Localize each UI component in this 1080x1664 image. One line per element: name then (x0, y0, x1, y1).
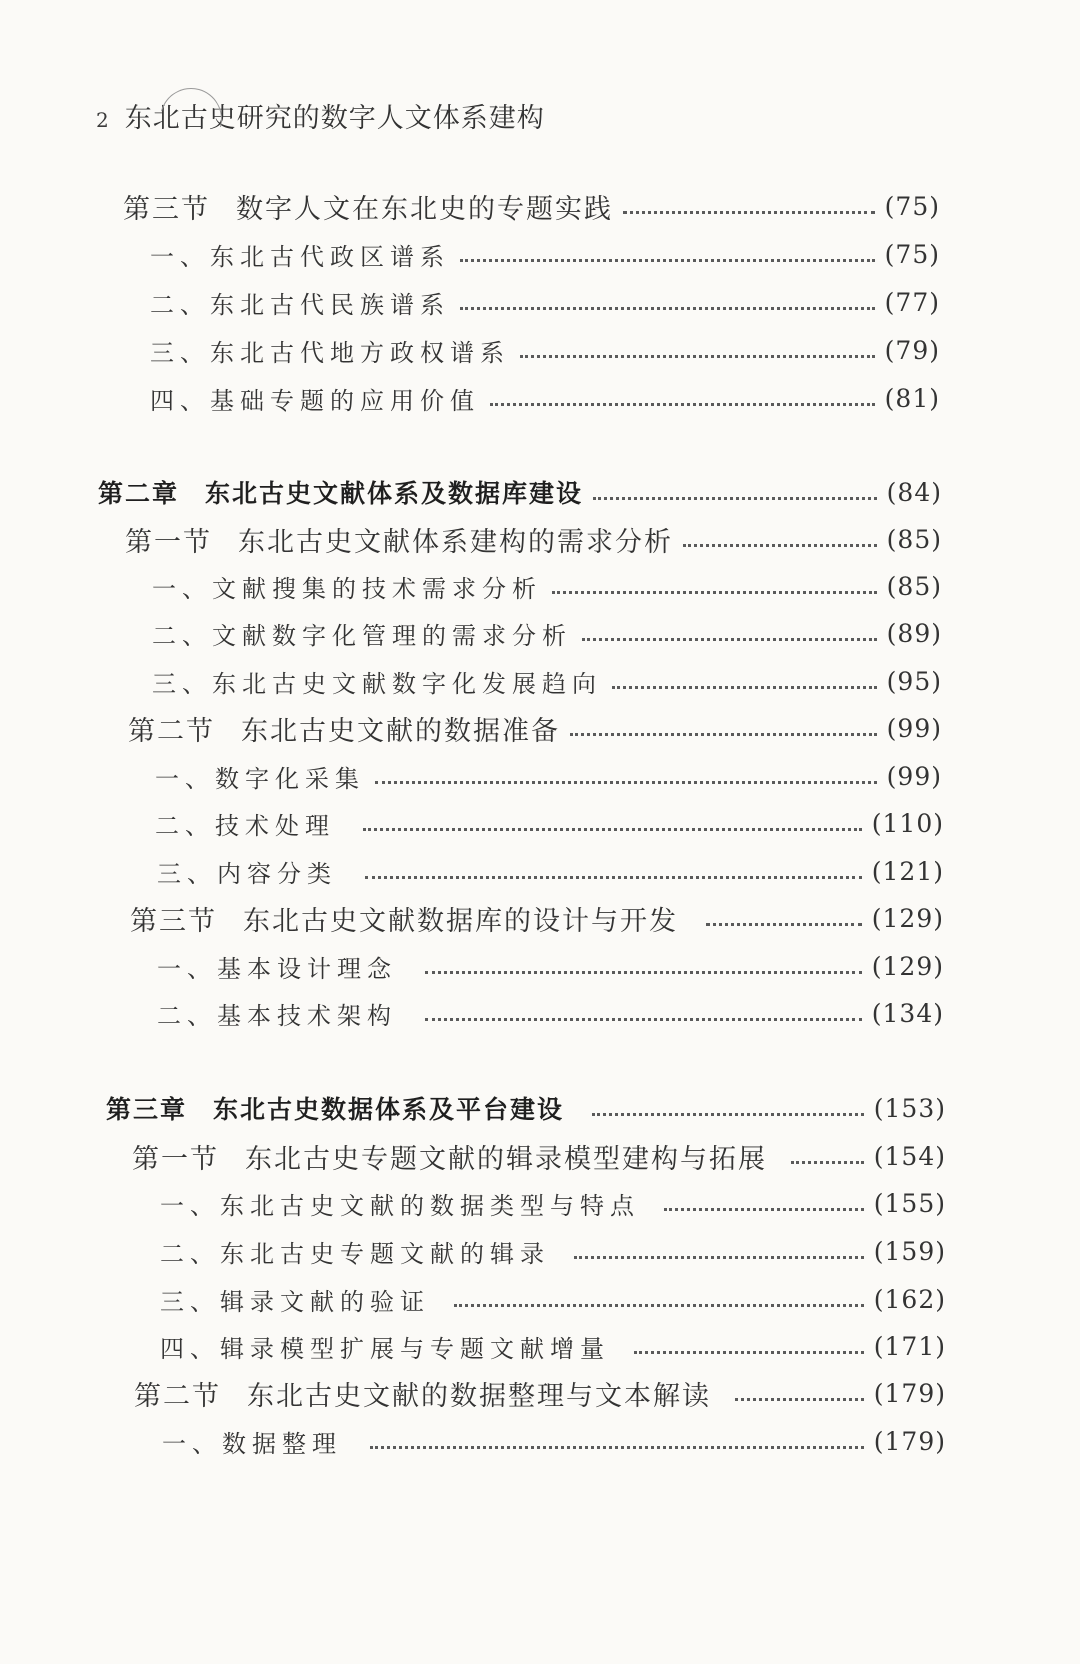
toc-title: 技术处理 (215, 811, 335, 840)
toc-page-number: (75) (884, 239, 940, 269)
toc-title: 东北古史文献数据库的设计与开发 (243, 905, 678, 937)
leader-dots (460, 259, 875, 262)
toc-page-number: (159) (873, 1236, 946, 1266)
toc-page-number: (110) (871, 808, 944, 838)
toc-page-number: (179) (873, 1378, 946, 1408)
toc-page-number: (129) (871, 903, 944, 933)
leader-dots (592, 1113, 864, 1116)
toc-number: 三、 (160, 1287, 220, 1316)
leader-dots (375, 781, 877, 784)
toc-item-row[interactable] (155, 756, 942, 796)
toc-page-number: (99) (886, 761, 942, 791)
toc-title: 东北古史文献的数据整理与文本解读 (247, 1380, 711, 1412)
toc-section-row[interactable] (125, 519, 942, 559)
leader-dots (454, 1304, 864, 1307)
toc-section-row[interactable] (123, 186, 940, 226)
toc-page-number: (85) (886, 524, 942, 554)
toc-page-number: (129) (871, 951, 944, 981)
toc-page-number: (81) (884, 383, 940, 413)
leader-dots (370, 1446, 864, 1449)
toc-item-row[interactable] (157, 946, 944, 986)
toc-number: 二、 (157, 1001, 217, 1030)
toc-title: 东北古史数据体系及平台建设 (213, 1095, 565, 1124)
toc-section-row[interactable] (134, 1373, 946, 1413)
toc-number: 第一节 (125, 526, 212, 558)
toc-title: 东北古代地方政权谱系 (210, 338, 510, 367)
toc-title: 文献数字化管理的需求分析 (212, 621, 572, 650)
toc-page-number: (79) (884, 335, 940, 365)
toc-number: 三、 (152, 669, 212, 698)
leader-dots (791, 1161, 864, 1164)
toc-title: 内容分类 (217, 859, 337, 888)
leader-dots (460, 307, 875, 310)
toc-number: 二、 (155, 811, 215, 840)
leader-dots (664, 1208, 864, 1211)
toc-item-row[interactable] (150, 330, 940, 370)
toc-title: 东北古史文献的数据准备 (241, 715, 560, 747)
toc-section-row[interactable] (128, 708, 942, 748)
toc-section-row[interactable] (130, 898, 944, 938)
toc-title: 基础专题的应用价值 (210, 386, 480, 415)
toc-number: 三、 (150, 338, 210, 367)
leader-dots (612, 686, 877, 689)
toc-number: 一、 (152, 574, 212, 603)
toc-page-number: (153) (873, 1093, 946, 1123)
toc-title: 数据整理 (222, 1429, 342, 1458)
toc-number: 第二节 (128, 715, 215, 747)
leader-dots (623, 211, 875, 214)
toc-number: 四、 (150, 386, 210, 415)
toc-page-number: (155) (873, 1188, 946, 1218)
toc-item-row[interactable] (160, 1279, 946, 1319)
toc-title: 东北古史文献的数据类型与特点 (220, 1191, 640, 1220)
toc-title: 基本设计理念 (217, 954, 397, 983)
toc-number: 第三节 (123, 193, 210, 225)
leader-dots (582, 638, 877, 641)
toc-title: 辑录模型扩展与专题文献增量 (220, 1334, 610, 1363)
toc-title: 东北古史专题文献的辑录 (220, 1239, 550, 1268)
toc-title: 东北古史文献体系及数据库建设 (205, 479, 584, 508)
toc-item-row[interactable] (157, 851, 944, 891)
toc-title: 东北古史专题文献的辑录模型建构与拓展 (245, 1143, 767, 1175)
book-title: 东北古史研究的数字人文体系建构 (124, 103, 545, 134)
toc-item-row[interactable] (150, 282, 940, 322)
toc-number: 第三节 (130, 905, 217, 937)
toc-item-row[interactable] (160, 1326, 946, 1366)
toc-chapter-row[interactable] (98, 472, 942, 512)
toc-chapter-row[interactable] (106, 1088, 946, 1128)
leader-dots (490, 403, 875, 406)
toc-item-row[interactable] (155, 803, 944, 843)
toc-item-row[interactable] (160, 1231, 946, 1271)
toc-page-number: (162) (873, 1284, 946, 1314)
toc-number: 二、 (152, 621, 212, 650)
toc-title: 文献搜集的技术需求分析 (212, 574, 542, 603)
leader-dots (520, 355, 875, 358)
toc-number: 二、 (150, 290, 210, 319)
toc-page-number: (171) (873, 1331, 946, 1361)
toc-page-number: (89) (886, 618, 942, 648)
toc-title: 数字化采集 (215, 764, 365, 793)
toc-item-row[interactable] (152, 613, 942, 653)
toc-item-row[interactable] (160, 1183, 946, 1223)
toc-number: 四、 (160, 1334, 220, 1363)
leader-dots (634, 1351, 864, 1354)
leader-dots (683, 544, 877, 547)
toc-item-row[interactable] (150, 378, 940, 418)
leader-dots (706, 923, 862, 926)
toc-page-number: (85) (886, 571, 942, 601)
toc-number: 一、 (160, 1191, 220, 1220)
toc-page-number: (84) (886, 477, 942, 507)
leader-dots (735, 1398, 864, 1401)
toc-page-number: (99) (886, 713, 942, 743)
leader-dots (574, 1256, 864, 1259)
toc-page-number: (75) (884, 191, 940, 221)
toc-page-number: (134) (871, 998, 944, 1028)
toc-number: 第二节 (134, 1380, 221, 1412)
toc-number: 第三章 (106, 1095, 188, 1124)
toc-section-row[interactable] (132, 1136, 946, 1176)
toc-title: 东北古代政区谱系 (210, 242, 450, 271)
toc-title: 东北古代民族谱系 (210, 290, 450, 319)
toc-item-row[interactable] (152, 566, 942, 606)
toc-page-number: (154) (873, 1141, 946, 1171)
toc-number: 二、 (160, 1239, 220, 1268)
toc-number: 一、 (150, 242, 210, 271)
toc-number: 一、 (157, 954, 217, 983)
toc-number: 一、 (162, 1429, 222, 1458)
toc-item-row[interactable] (157, 993, 944, 1033)
leader-dots (425, 1018, 862, 1021)
toc-title: 数字人文在东北史的专题实践 (236, 193, 613, 225)
toc-number: 一、 (155, 764, 215, 793)
leader-dots (363, 828, 862, 831)
toc-number: 第二章 (98, 479, 180, 508)
toc-title: 东北古史文献体系建构的需求分析 (238, 526, 673, 558)
toc-title: 辑录文献的验证 (220, 1287, 430, 1316)
toc-number: 三、 (157, 859, 217, 888)
toc-number: 第一节 (132, 1143, 219, 1175)
leader-dots (593, 497, 877, 500)
toc-page-number: (179) (873, 1426, 946, 1456)
toc-item-row[interactable] (152, 661, 942, 701)
toc-item-row[interactable] (150, 234, 940, 274)
leader-dots (570, 733, 877, 736)
leader-dots (365, 876, 862, 879)
toc-title: 基本技术架构 (217, 1001, 397, 1030)
page-number: 2 (96, 108, 109, 132)
toc-page-number: (95) (886, 666, 942, 696)
toc-item-row[interactable] (162, 1421, 946, 1461)
toc-page-number: (77) (884, 287, 940, 317)
toc-title: 东北古史文献数字化发展趋向 (212, 669, 602, 698)
toc-page-number: (121) (871, 856, 944, 886)
leader-dots (552, 591, 877, 594)
leader-dots (425, 971, 862, 974)
